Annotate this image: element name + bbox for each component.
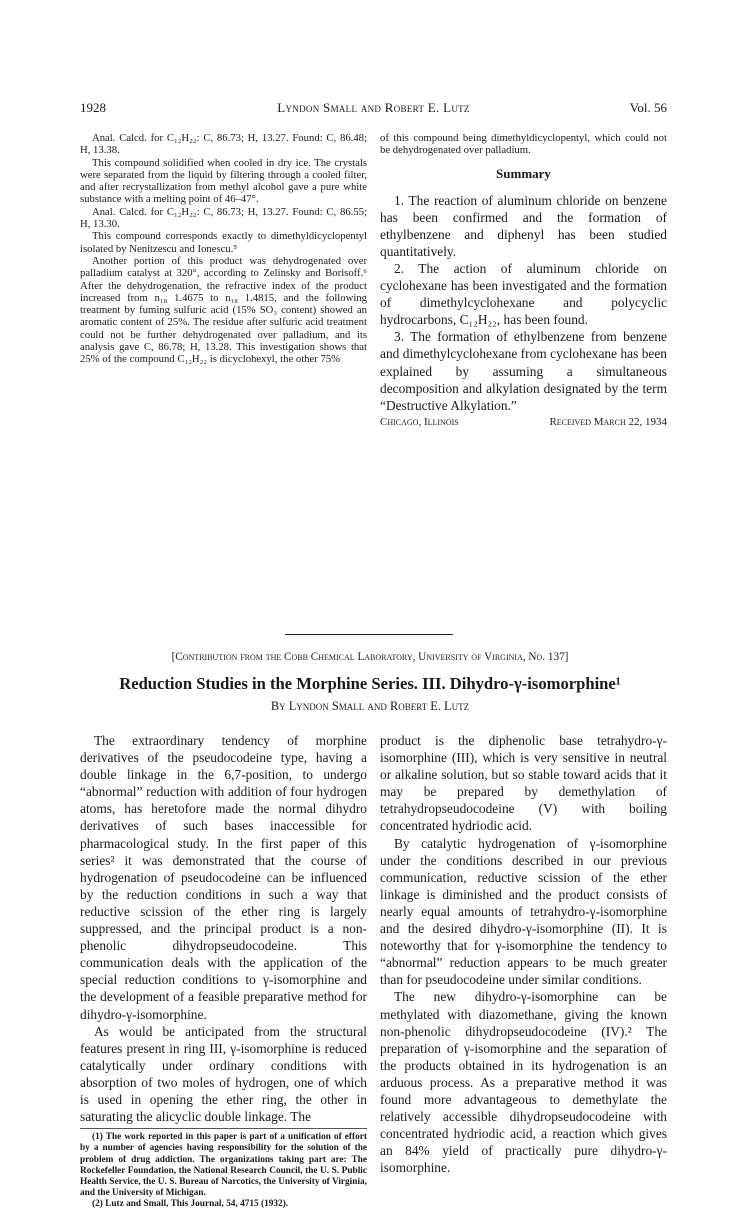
- summary-item-2: 2. The action of aluminum chloride on cyclohexane has been investigated and the formation of dimethylcyclohexane and polycyclic hydrocarbons, C₁₂H₂₂, has been found.: [380, 260, 667, 328]
- paragraph: of this compound being dimethyldicyclopentyl, which could not be dehydrogenated over palladium.: [380, 132, 667, 157]
- analysis-2: Anal. Calcd. for C₁₂H₂₂: C, 86.73; H, 13.27. Found: C, 86.55; H, 13.30.: [80, 205, 367, 231]
- paragraph: By catalytic hydrogenation of γ-isomorphine under the conditions described in our previous communication, reductive scission of the ether linkage is diminished and the product consists of nearly equal amounts of tetrahydro-γ-isomorphine and the desired dihydro-γ-isomorphine (II). It is noteworthy that for γ-isomorphine the tendency to “abnormal” reduction appears to be much greater than for pseudocodeine under similar conditions.: [380, 835, 667, 988]
- running-header: [80, 100, 667, 118]
- footnote-2: (2) Lutz and Small, This Journal, 54, 4715 (1932).: [92, 1199, 289, 1210]
- received-date: Received March 22, 1934: [549, 415, 667, 428]
- footnote-rule: [80, 1128, 367, 1129]
- volume-label: Vol. 56: [629, 100, 667, 115]
- article-title: Reduction Studies in the Morphine Series. III. Dihydro-γ-isomorphine¹: [119, 674, 621, 693]
- byline: By Lyndon Small and Robert E. Lutz: [270, 699, 470, 713]
- contribution-line: [Contribution from the Cobb Chemical Laboratory, University of Virginia, No. 137]: [171, 651, 569, 663]
- analysis-1: Anal. Calcd. for C₁₂H₂₂: C, 86.73; H, 13.27. Found: C, 86.48; H, 13.38.: [80, 132, 367, 157]
- paragraph: This compound corresponds exactly to dimethyldicyclopentyl isolated by Nenitzescu and Ionescu.⁵: [80, 230, 367, 255]
- top-left-column: [80, 132, 367, 366]
- paragraph: This compound solidified when cooled in dry ice. The crystals were separated from the liquid by filtering through a cooled filter, and after recrystallization from methyl alcohol gave a pure white substance with a melting point of 46–47°.: [80, 156, 367, 206]
- summary-item-3: 3. The formation of ethylbenzene from benzene and dimethylcyclohexane from cyclohexane has been explained by assuming a simultaneous decomposition and alkylation designated by the term “Destructive Alkylation.”: [380, 329, 667, 413]
- article-left-column: [80, 732, 367, 1211]
- paragraph: product is the diphenolic base tetrahydro-γ-isomorphine (III), which is very sensitive in neutral or alkaline solution, but so stable toward acids that it may be prepared by demethylation of tetrahydropseudocodeine (V) with boiling concentrated hydriodic acid.: [380, 733, 667, 834]
- footnotes: [80, 1132, 367, 1210]
- summary-item-1: 1. The reaction of aluminum chloride on benzene has been confirmed and the formation of ethylbenzene and diphenyl has been studied quantitatively.: [380, 192, 667, 259]
- top-right-column: [380, 132, 667, 428]
- place: Chicago, Illinois: [380, 415, 459, 428]
- running-authors: Lyndon Small and Robert E. Lutz: [277, 100, 470, 115]
- paragraph: The extraordinary tendency of morphine derivatives of the pseudocodeine type, having a double linkage in the 6,7-position, to undergo “abnormal” reduction with addition of four hydrogen atoms, has heretofore made the normal dihydro derivatives of such bases inaccessible for pharmacological study. In the first paper of this series² it was demonstrated that the course of hydrogenation of pseudocodeine can be influenced by the reduction conditions in such a way that reductive scission of the ether ring is largely suppressed, and the principal product is a non-phenolic dihydropseudocodeine. This communication deals with the application of the special reduction conditions to γ-isomorphine and the development of a feasible preparative method for dihydro-γ-isomorphine.: [80, 733, 367, 1022]
- paragraph: Another portion of this product was dehydrogenated over palladium catalyst at 320°, according to Zelinsky and Borisoff.⁶ After the dehydrogenation, the refractive index of the product increased from n₁₈ 1.4675 to n₁₈ 1.4815, and the following treatment by fuming sulfuric acid (15% SO₃ content) showed an aromatic content of 25%. The residue after sulfuric acid treatment could not be further dehydrogenated over palladium, and its analysis gave C, 86.78; H, 13.28. This investigation shows that 25% of the compound C₁₂H₂₂ is dicyclohexyl, the other 75%: [80, 254, 367, 366]
- footnote-1: (1) The work reported in this paper is part of a unification of effort by a number of agencies having responsibility for the solution of the problem of drug addiction. The organizations taking part are: The Rockefeller Foundation, the National Research Council, the U. S. Public Health Service, the U. S. Bureau of Narcotics, the University of Virginia, and the University of Michigan.: [80, 1132, 367, 1199]
- paragraph: The new dihydro-γ-isomorphine can be methylated with diazomethane, giving the known non-phenolic dihydropseudocodeine (IV).² The preparation of γ-isomorphine and the separation of the products obtained in its hydrogenation is an arduous process. As a preparative method it was found more advantageous to demethylate the relatively accessible dihydropseudocodeine with concentrated hydriodic acid, a reaction which gives an 84% yield of practically pure dihydro-γ-isomorphine.: [380, 989, 667, 1176]
- received-line: [380, 416, 667, 428]
- section-divider: [285, 634, 453, 635]
- paragraph: As would be anticipated from the structural features present in ring III, γ-isomorphine is reduced catalytically under ordinary conditions with absorption of two moles of hydrogen, one of which is used in opening the ether ring, the other in saturating the alicyclic double linkage. The: [80, 1023, 367, 1125]
- summary-heading: Summary: [496, 165, 551, 181]
- article-right-column: [380, 732, 667, 1176]
- page-number: 1928: [80, 100, 106, 115]
